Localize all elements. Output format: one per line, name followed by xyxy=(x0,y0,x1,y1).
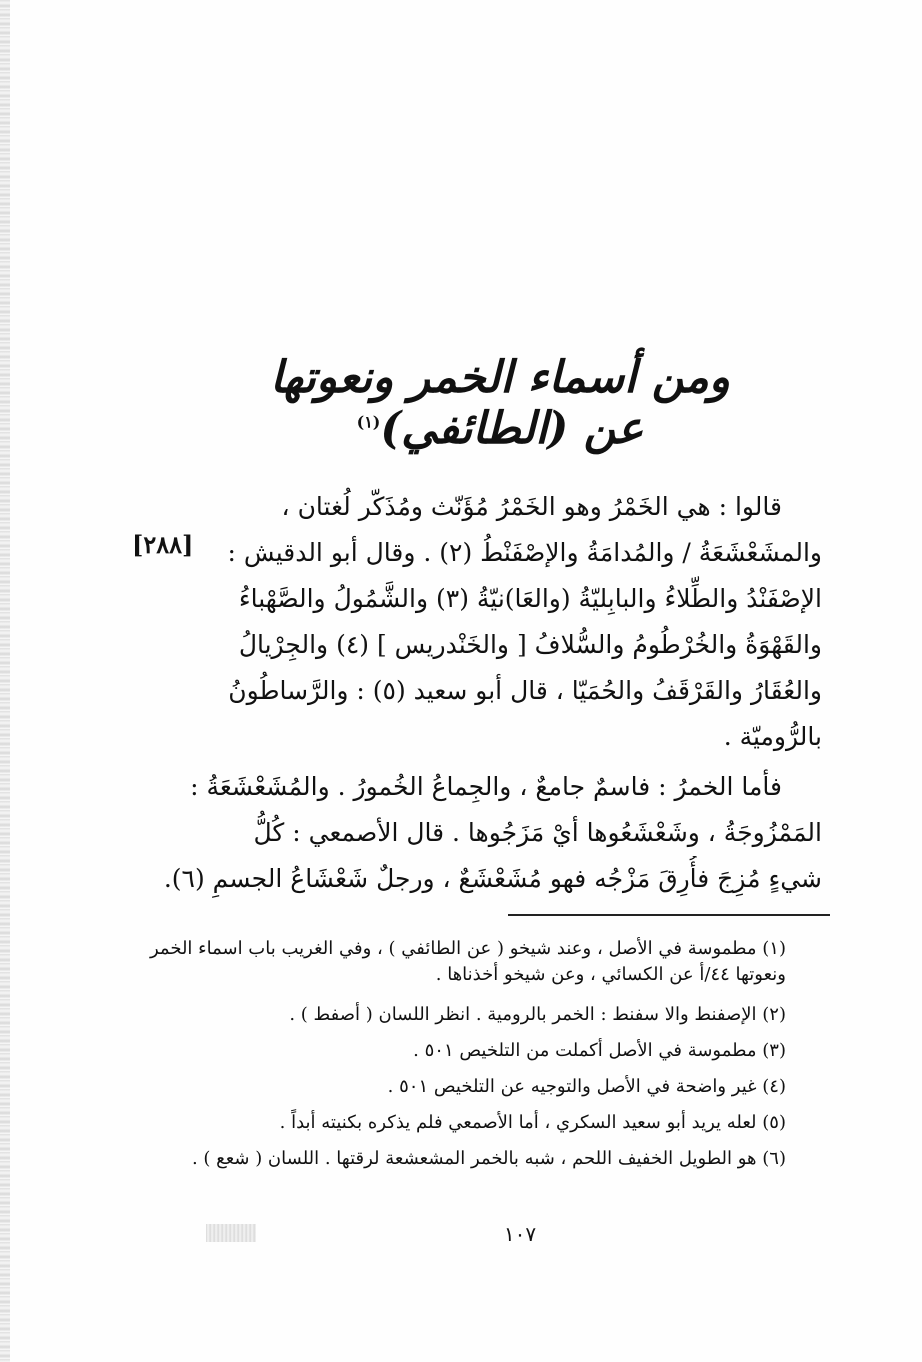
text-line: قالوا : هي الخَمْرُ وهو الخَمْرُ مُؤَنّث ومُذَكّر لُغتان ، xyxy=(281,492,782,521)
text-line: بالرُّوميّة . xyxy=(723,722,822,751)
text-line: فأما الخمرُ : فاسمٌ جامعٌ ، والجِماعُ الخُمورُ . والمُشَعْشَعَةُ : xyxy=(190,772,782,801)
margin-folio-marker: [٢٨٨] xyxy=(132,530,194,559)
scan-edge-artifact xyxy=(0,0,10,1362)
footnote-item: (٤) غير واضحة في الأصل والتوجيه عن التلخيص ٥٠١ . xyxy=(387,1076,786,1097)
chapter-title xyxy=(240,352,760,454)
text-line: والقَهْوَةُ والخُرْطُومُ والسُّلافُ [ والخَنْدريس ] (٤) والجِرْيالُ xyxy=(238,630,822,659)
page-number: ١٠٧ xyxy=(503,1222,537,1246)
text-line: الإصْفَنْدُ والطِّلاءُ والبابِليّةُ (والعَا)نيّةُ (٣) والشَّمُولُ والصَّهْباءُ xyxy=(238,584,822,613)
footnote-divider xyxy=(508,914,830,916)
text-line: والمشَعْشَعَةُ / والمُدامَةُ والإصْفَنْطُ (٢) . وقال أبو الدقيش : xyxy=(227,538,822,567)
footnote-item: (٥) لعله يريد أبو سعيد السكري ، أما الأصمعي فلم يذكره بكنيته أبداً . xyxy=(279,1112,786,1133)
footnote-item: (٣) مطموسة في الأصل أكملت من التلخيص ٥٠١ . xyxy=(413,1040,786,1061)
footnote-item: (٦) هو الطويل الخفيف اللحم ، شبه بالخمر المشعشعة لرقتها . اللسان ( شعع ) . xyxy=(191,1148,786,1169)
text-line: والعُقَارُ والقَرْقَفُ والحُمَيّا ، قال أبو سعيد (٥) : والرَّساطُونُ xyxy=(228,676,822,705)
chapter-title-text: ومن أسماء الخمر ونعوتها عن (الطائفي) xyxy=(269,352,731,454)
paragraph-2 xyxy=(102,764,822,902)
footnotes xyxy=(102,936,822,1182)
footnote-item: (١) مطموسة في الأصل ، وعند شيخو ( عن الطائفي ) ، وفي الغريب باب اسماء الخمر ونعوتها ٤٤/أ عن الكسائي ، وعن شيخو أخذناها . xyxy=(149,938,786,985)
footnote-item: (٢) الإصفنط والا سفنط : الخمر بالرومية . انظر اللسان ( أصفط ) . xyxy=(289,1004,786,1025)
library-stamp-mark xyxy=(206,1224,256,1242)
text-line: المَمْزُوجَةُ ، وشَعْشَعُوها أيْ مَزَجُوها . قال الأصمعي : كُلُّ xyxy=(253,818,822,847)
title-footnote-ref: (١) xyxy=(356,412,381,432)
text-line: شيءٍ مُزِجَ فأُرِقَ مَزْجُه فهو مُشَعْشَعٌ ، ورجلٌ شَعْشَاعُ الجسمِ (٦). xyxy=(163,864,822,893)
paragraph-1 xyxy=(102,484,822,760)
